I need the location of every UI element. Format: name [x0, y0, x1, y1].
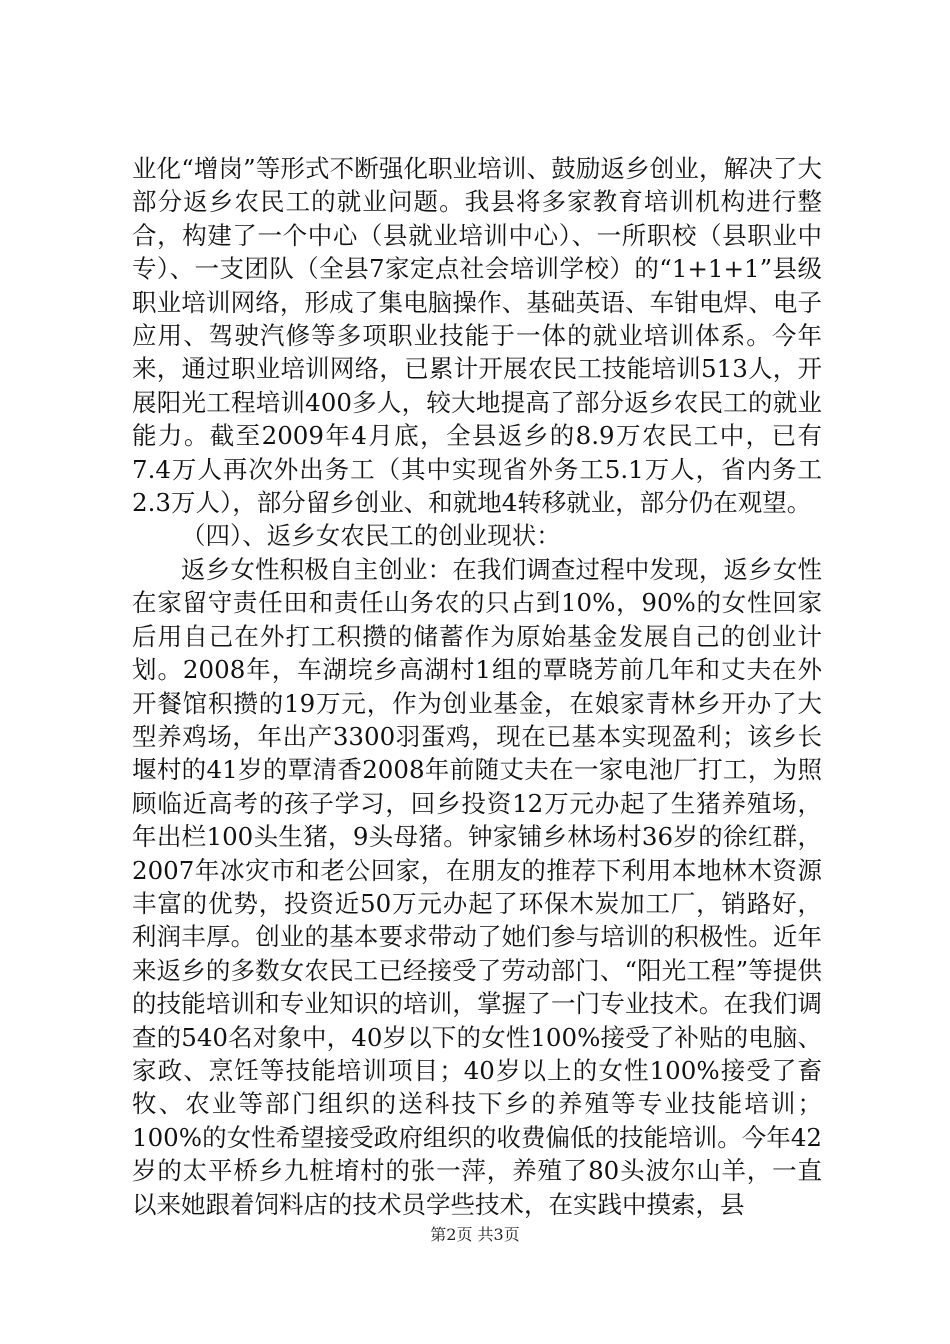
section-heading-women-entrepreneurship: （四）、返乡女农民工的创业现状：	[181, 521, 561, 551]
page-footer: 第2页 共3页	[430, 1225, 520, 1244]
paragraph-training-network: 业化“增岗”等形式不断强化职业培训、鼓励返乡创业，解决了大部分返乡农民工的就业问题。我县将多家教育培训机构进行整合，构建了一个中心（县就业培训中心）、一所职校（县职业中专）、一支团队（全县7家定点社会培训学校）的“1+1+1”县级职业培训网络，形成了集电脑操作、基础英语、车钳电焊、电子应用、驾驶汽修等多项职业技能于一体的就业培训体系。今年来，通过职业培训网络，已累计开展农民工技能培训513人，开展阳光工程培训400多人，较大地提高了部分返乡农民工的就业能力。截至2009年4月底，全县返乡的8.9万农民工中，已有7.4万人再次外出务工（其中实现省外务工5.1万人，省内务工2.3万人），部分留乡创业、和就地4转移就业，部分仍在观望。	[132, 154, 822, 518]
paragraph-women-entrepreneurship: 返乡女性积极自主创业：在我们调查过程中发现，返乡女性在家留守责任田和责任山务农的只占到10%，90%的女性回家后用自己在外打工积攒的储蓄作为原始基金发展自己的创业计划。2008年，车湖垸乡高湖村1组的覃晓芳前几年和丈夫在外开餐馆积攒的19万元，作为创业基金，在娘家青林乡开办了大型养鸡场，年出产3300羽蛋鸡，现在已基本实现盈利；该乡长堰村的41岁的覃清香2008年前随丈夫在一家电池厂打工，为照顾临近高考的孩子学习，回乡投资12万元办起了生猪养殖场，年出栏100头生猪，9头母猪。钟家铺乡林场村36岁的徐红群，2007年冰灾市和老公回家，在朋友的推荐下利用本地林木资源丰富的优势，投资近50万元办起了环保木炭加工厂，销路好，利润丰厚。创业的基本要求带动了她们参与培训的积极性。近年来返乡的多数女农民工已经接受了劳动部门、“阳光工程”等提供的技能培训和专业知识的培训，掌握了一门专业技术。在我们调查的540名对象中，40岁以下的女性100%接受了补贴的电脑、家政、烹饪等技能培训项目；40岁以上的女性100%接受了畜牧、农业等部门组织的送科技下乡的养殖等专业技能培训；100%的女性希望接受政府组织的收费偏低的技能培训。今年42岁的太平桥乡九桩堉村的张一萍，养殖了80头波尔山羊，一直以来她跟着饲料店的技术员学些技术，在实践中摸索，县	[132, 554, 822, 1219]
document-body	[132, 152, 822, 1221]
